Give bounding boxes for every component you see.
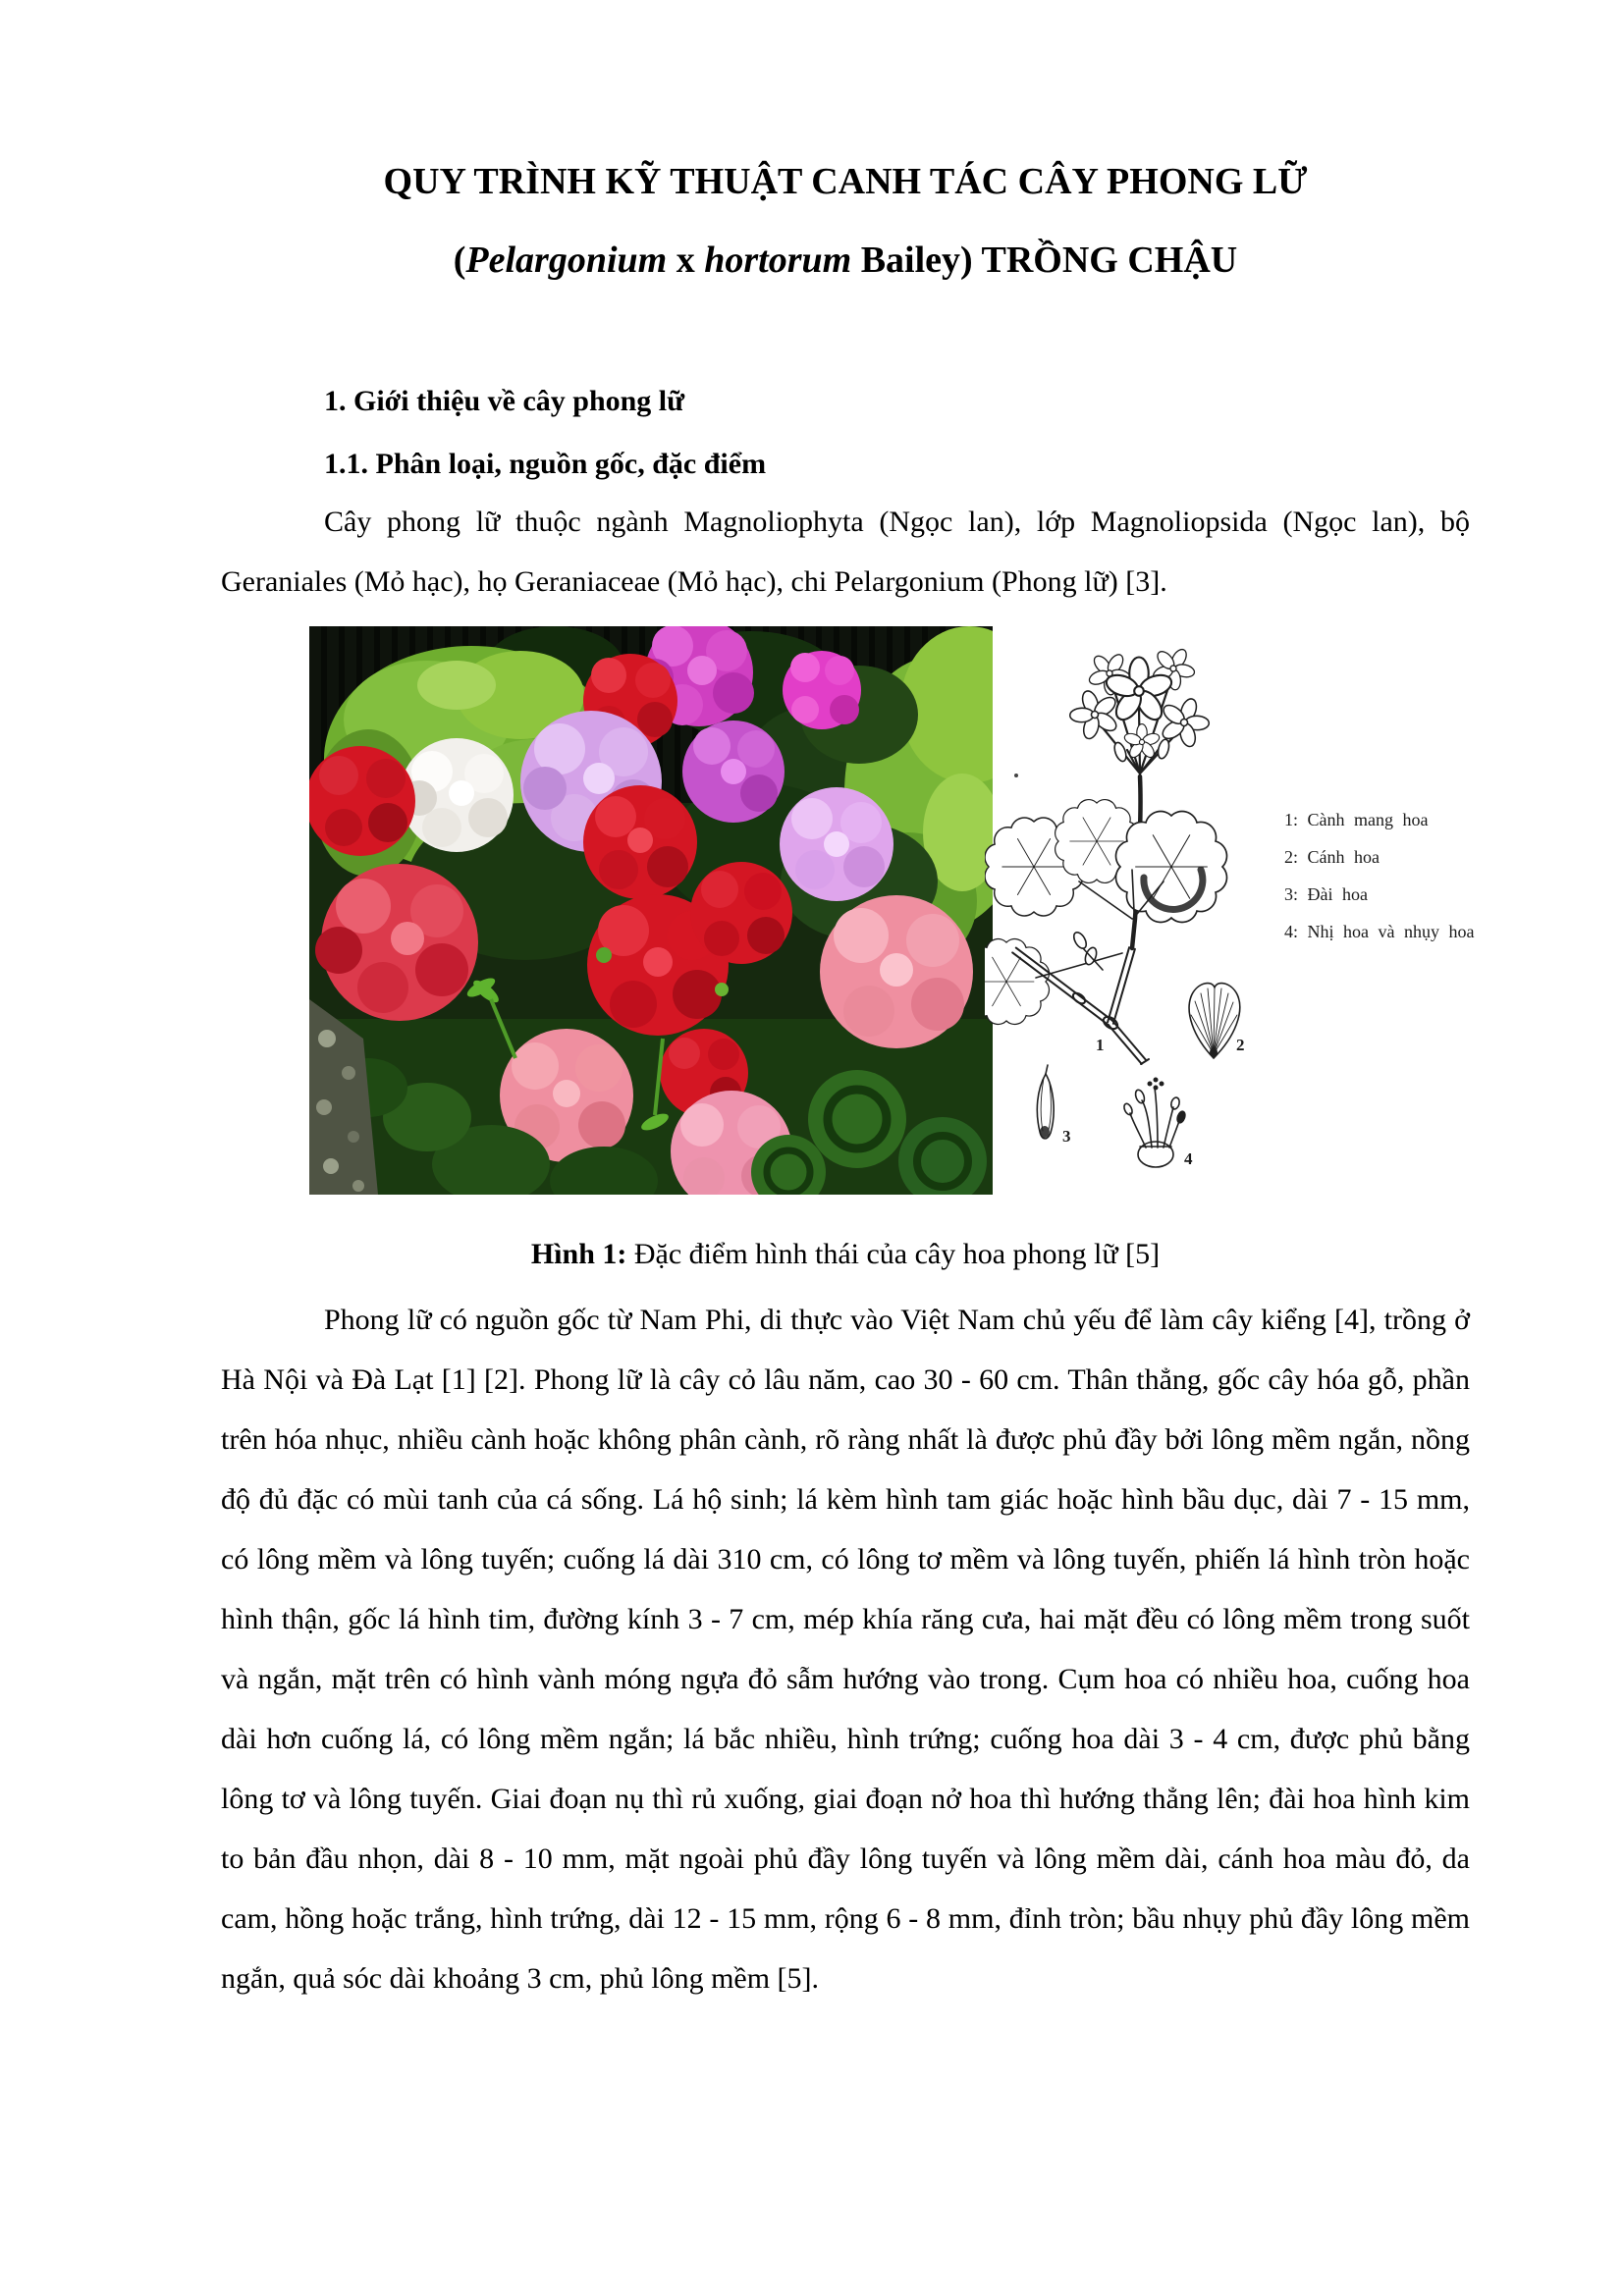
geranium-photo bbox=[309, 626, 993, 1195]
drawing-number-3: 3 bbox=[1062, 1127, 1071, 1146]
flower-cluster-red-right bbox=[690, 862, 792, 964]
flower-cluster-white bbox=[400, 738, 514, 852]
body-paragraph-morphology: Phong lữ có nguồn gốc từ Nam Phi, di thực vào Việt Nam chủ yếu để làm cây kiểng [4], trồng ở Hà Nội và Đà Lạt [1] [2]. Phong lữ là cây cỏ lâu năm, cao 30 - 60 cm. Thân thẳng, gốc cây hóa gỗ, phần trên hóa nhục, nhiều cành hoặc không phân cành, rõ ràng nhất là được phủ đầy bởi lông mềm ngắn, nồng độ đủ đặc có mùi tanh của cá sống. Lá hộ sinh; lá kèm hình tam giác hoặc hình bầu dục, dài 7 - 15 mm, có lông mềm và lông tuyến; cuống lá dài 310 cm, có lông tơ mềm và lông tuyến, phiến lá hình tròn hoặc hình thận, gốc lá hình tim, đường kính 3 - 7 cm, mép khía răng cưa, hai mặt đều có lông mềm trong suốt và ngắn, mặt trên có hình vành móng ngựa đỏ sẫm hướng vào trong. Cụm hoa có nhiều hoa, cuống hoa dài hơn cuống lá, có lông mềm ngắn; lá bắc nhiều, hình trứng; cuống hoa dài 3 - 4 cm, được phủ bằng lông tơ và lông tuyến. Giai đoạn nụ thì rủ xuống, giai đoạn nở hoa thì hướng thẳng lên; đài hoa hình kim to bản đầu nhọn, dài 8 - 10 mm, mặt ngoài phủ đầy lông tuyến và lông mềm dài, cánh hoa màu đỏ, da cam, hồng hoặc trắng, hình trứng, dài 12 - 15 mm, rộng 6 - 8 mm, đỉnh tròn; bầu nhụy phủ đầy lông mềm ngắn, quả sóc dài khoảng 3 cm, phủ lông mềm [5]. bbox=[221, 1304, 1470, 1995]
flower-cluster-orchid bbox=[682, 721, 785, 823]
figure-legend bbox=[1284, 801, 1510, 950]
petal-detail bbox=[1189, 984, 1240, 1058]
botanical-drawing-art bbox=[985, 624, 1279, 1194]
figure-caption-label: Hình 1: bbox=[530, 1238, 627, 1270]
stamen-pistil-detail bbox=[1122, 1078, 1186, 1168]
flower-cluster-red-left bbox=[309, 746, 415, 856]
botanical-drawing bbox=[985, 624, 1279, 1194]
document-title bbox=[221, 142, 1470, 299]
flower-cluster-salmon-right bbox=[820, 895, 973, 1048]
body-paragraph-taxonomy: Cây phong lữ thuộc ngành Magnoliophyta (Ngọc lan), lớp Magnoliopsida (Ngọc lan), bộ Geraniales (Mỏ hạc), họ Geraniaceae (Mỏ hạc), chi Pelargonium (Phong lữ) [3]. bbox=[221, 506, 1470, 598]
latin-species: hortorum bbox=[704, 240, 852, 281]
drawing-number-2: 2 bbox=[1236, 1036, 1245, 1054]
sepal-detail bbox=[1037, 1065, 1054, 1139]
figure-legend-item: 2: Cánh hoa bbox=[1284, 847, 1380, 867]
title-line-2: (Pelargonium x hortorum Bailey) TRỒNG CHẬU bbox=[453, 240, 1238, 281]
section-heading-1: 1. Giới thiệu về cây phong lữ bbox=[324, 385, 685, 417]
title-line-1: QUY TRÌNH KỸ THUẬT CANH TÁC CÂY PHONG LỮ bbox=[383, 161, 1308, 202]
bud-cluster bbox=[1071, 931, 1103, 970]
leaves bbox=[985, 800, 1226, 1025]
figure-legend-item: 4: Nhị hoa và nhụy hoa bbox=[1284, 922, 1475, 941]
geranium-photo-art bbox=[309, 626, 993, 1195]
flower-cluster-pink-lilac bbox=[780, 787, 893, 901]
inflorescence-flowers bbox=[1062, 639, 1218, 763]
figure-caption-text: Đặc điểm hình thái của cây hoa phong lữ [5] bbox=[626, 1238, 1161, 1270]
flower-cluster-magenta-small bbox=[783, 651, 861, 729]
figure-legend-item: 3: Đài hoa bbox=[1284, 884, 1368, 904]
drawing-number-1: 1 bbox=[1096, 1036, 1105, 1054]
drawing-number-4: 4 bbox=[1184, 1149, 1193, 1168]
section-heading-1-1: 1.1. Phân loại, nguồn gốc, đặc điểm bbox=[324, 448, 767, 480]
figure-legend-item: 1: Cành mang hoa bbox=[1284, 810, 1429, 829]
latin-genus: Pelargonium bbox=[465, 240, 668, 281]
figure-caption bbox=[221, 1224, 1470, 1284]
flower-cluster-red-center bbox=[583, 785, 697, 899]
